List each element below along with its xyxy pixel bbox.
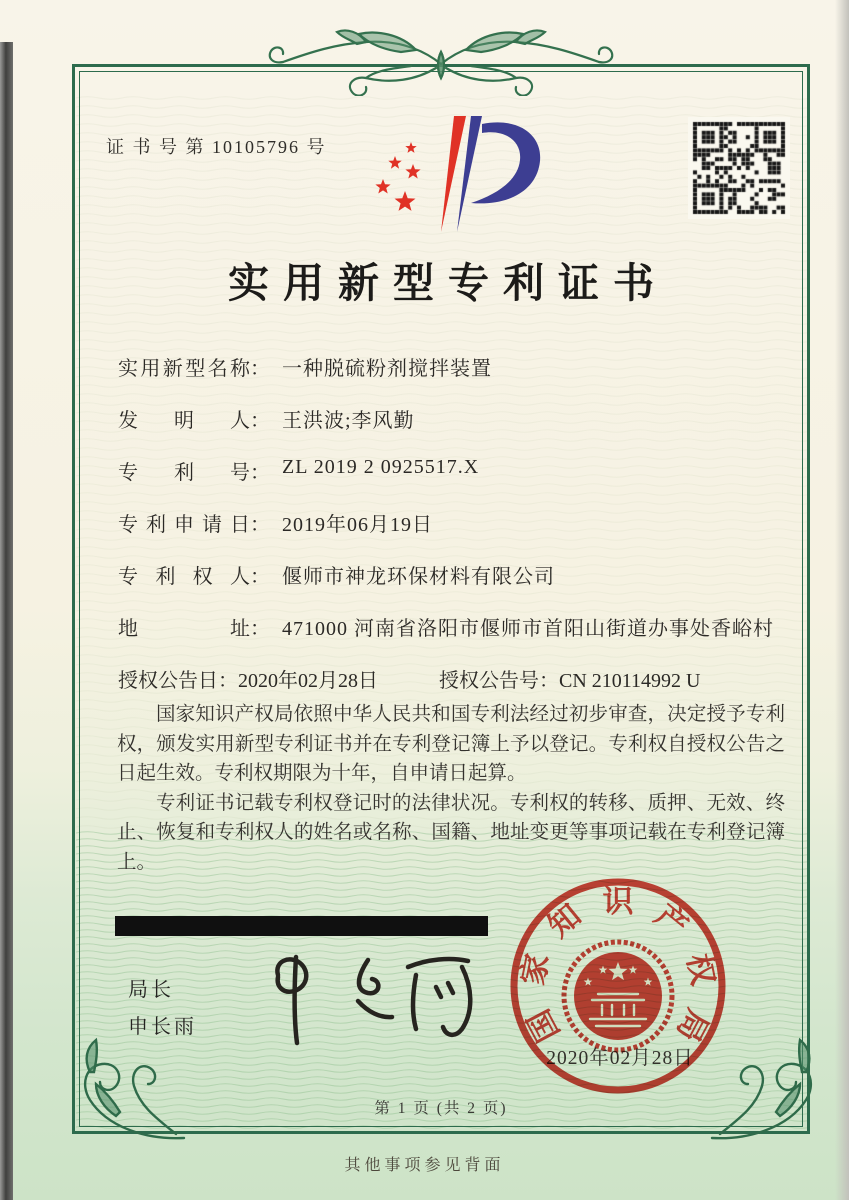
field-row-patent-number [118,456,786,484]
cnipa-logo-icon [358,110,548,238]
field-label: 专利号 [118,462,250,484]
field-value: ZL 2019 2 0925517.X [282,456,480,478]
page-footer: 第 1 页 (共 2 页) [374,1100,508,1117]
field-value: 一种脱硫粉剂搅拌装置 [282,358,492,380]
logo-stars [375,142,420,211]
back-note: 其他事项参见背面 [344,1157,505,1174]
director-title: 局长 [128,979,174,1001]
legal-paragraph-1: 国家知识产权局依照中华人民共和国专利法经过初步审查，决定授予专利权，颁发实用新型专利证书并在专利登记簿上予以登记。专利权自授权公告之日起生效。专利权期限为十年，自申请日起算。 [117,704,785,784]
field-label: 专利申请日 [118,514,250,536]
grant-number-label: 授权公告号 [439,670,539,692]
seal-date: 2020年02月28日 [546,1048,694,1069]
svg-text:权: 权 [680,950,722,989]
field-value: 偃师市神龙环保材料有限公司 [282,566,555,588]
field-colon: ： [250,514,270,536]
svg-text:知: 知 [541,897,588,945]
field-label: 实用新型名称 [118,358,250,380]
national-emblem-icon [564,942,672,1050]
scan-edge-left [0,42,13,1200]
field-value: 471000 河南省洛阳市偃师市首阳山街道办事处香峪村 [282,618,774,640]
signoff-block [128,972,197,1046]
svg-text:识: 识 [602,884,634,919]
qr-code [688,117,790,219]
legal-paragraph-2: 专利证书记载专利权登记时的法律状况。专利权的转移、质押、无效、终止、恢复和专利权人的姓名或名称、国籍、地址变更等事项记载在专利登记簿上。 [117,792,785,873]
field-colon: ： [250,462,270,484]
redaction-bar [115,916,488,936]
field-row-filing-date [118,508,786,536]
scan-edge-right [835,0,849,1200]
field-row-grant [118,664,786,692]
top-ornament [261,18,621,96]
certificate-title: 实用新型专利证书 [228,260,668,306]
grant-date-label: 授权公告日 [118,670,218,692]
official-seal [504,872,732,1100]
field-colon: ： [250,410,270,432]
field-label: 地址 [118,618,250,640]
field-colon: ： [250,618,270,640]
field-label: 发明人 [118,410,250,432]
field-row-inventors [118,404,786,432]
field-label: 专利权人 [118,566,250,588]
field-row-address [118,612,786,640]
director-signature [240,935,480,1055]
field-value: 2019年06月19日 [282,514,433,536]
legal-text [117,700,785,877]
field-row-patentee [118,560,786,588]
grant-date-value: 2020年02月28日 [238,670,378,692]
field-colon: ： [539,670,559,692]
certificate-number: 证 书 号 第 10105796 号 [106,137,327,157]
field-colon: ： [250,566,270,588]
svg-text:产: 产 [648,897,695,945]
director-name: 申长雨 [128,1016,197,1038]
svg-text:局: 局 [669,1003,716,1048]
field-list [118,352,786,716]
svg-text:家: 家 [514,950,556,989]
grant-number-value: CN 210114992 U [559,670,701,692]
logo-red-wedge [441,116,466,232]
field-row-name [118,352,786,380]
logo-p-bowl [471,122,540,203]
field-colon: ： [218,670,238,692]
svg-text:国: 国 [520,1003,567,1048]
field-colon: ： [250,358,270,380]
field-value: 王洪波;李风勤 [282,410,415,432]
